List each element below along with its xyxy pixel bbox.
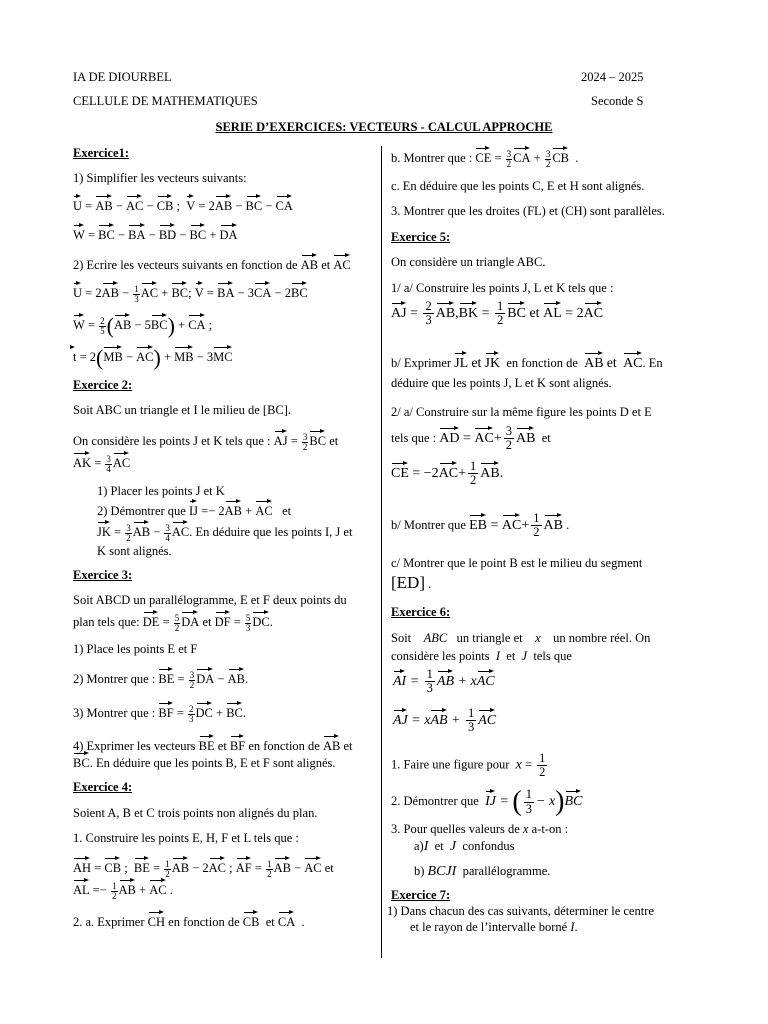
- exercise-1-q2-text: 2) Ecrire les vecteurs suivants en fonction de: [73, 258, 298, 272]
- school-name: IA DE DIOURBEL: [73, 70, 172, 84]
- exercise-3-and: et: [202, 615, 212, 629]
- exercise-3-q4b: en fonction de: [248, 739, 320, 753]
- exercise-2-item2-et: et: [282, 504, 292, 518]
- exercise-2-item1: 1) Placer les points J et K: [97, 484, 225, 498]
- column-divider: [381, 146, 382, 958]
- exercise-5-q1: 1/ a/ Construire les points J, L et K tels que :: [391, 281, 614, 295]
- exercise-3-q4c: et: [343, 739, 353, 753]
- exercise-7-item1a: 1) Dans chacun des cas suivants, déterminer le centre: [387, 904, 654, 918]
- exercise-6-heading: Exercice 6:: [391, 605, 451, 619]
- exercise-4-q2a-text: 2. a. Exprimer: [73, 915, 145, 929]
- exercise-2-intro: Soit ABC un triangle et I le milieu de [BC].: [73, 403, 292, 417]
- exercise-4-q2a: 2. a. Exprimer CH en fonction de CB et CA .: [73, 910, 305, 931]
- exercise-1-q1: 1) Simplifier les vecteurs suivants:: [73, 171, 247, 185]
- exercise-5-b2: déduire que les points J, L et K sont alignés.: [391, 376, 612, 390]
- exercise-5-c2-text: [ED]: [391, 573, 425, 592]
- exercise-2-points-text: On considère les points J et K tels que :: [73, 434, 271, 448]
- exercise-5-c1: c/ Montrer que le point B est le milieu du segment: [391, 556, 643, 570]
- exercise-2-item2-end: . En déduire que les points I, J et: [189, 525, 353, 539]
- exercise-3-intro2: plan tels que: DE = $\frac{5}{2}$ DA et DF = $\frac{5}{3}$ DC.: [73, 610, 273, 633]
- page-title: SERIE D’EXERCICES: VECTEURS - CALCUL APPROCHE: [215, 120, 553, 134]
- exercise-4-b: b. Montrer que : CE = $\frac{3}{2}$ CA + $\frac{3}{2}$ CB .: [391, 146, 578, 169]
- exercise-3-q4: 4) Exprimer les vecteurs BE et BF en fonction de AB et: [73, 734, 353, 755]
- exercise-5-bb-text: b/ Montrer que: [391, 517, 466, 532]
- exercise-3-intro1: Soit ABCD un parallélogramme, E et F deux points du: [73, 593, 347, 607]
- exercise-5-c2: [ED] .: [391, 573, 432, 592]
- exercise-6-l2b: et: [506, 649, 516, 663]
- exercise-6-l1b: un triangle et: [456, 631, 523, 645]
- exercise-4-intro: Soient A, B et C trois points non alignés du plan.: [73, 806, 318, 820]
- exercise-2-item2: 2) Démontrer que IJ =− 2AB + AC et: [97, 499, 291, 520]
- exercise-5-b-et: et: [471, 356, 482, 371]
- exercise-6-l1a: Soit: [391, 631, 412, 645]
- exercise-1-expr-w2: W = $\frac{2}{5}$ (AB − 5BC) + CA ;: [73, 313, 213, 339]
- exercise-5-b-end: . En: [642, 356, 663, 370]
- exercise-2-heading: Exercice 2:: [73, 378, 133, 392]
- exercise-3-q1: 1) Place les points E et F: [73, 642, 198, 656]
- exercise-1-heading: Exercice1:: [73, 146, 129, 160]
- exercise-4-q1: 1. Construire les points E, H, F et L tels que :: [73, 831, 299, 845]
- exercise-1-q2-and: et: [321, 258, 331, 272]
- exercise-6-qb-label: b): [414, 864, 425, 878]
- exercise-3-q2: 2) Montrer que : BE = $\frac{3}{2}$ DA − AB.: [73, 667, 248, 690]
- exercise-2-ak: AK = $\frac{3}{4}$ AC: [73, 451, 130, 474]
- exercise-6-q3b: a-t-on :: [531, 822, 569, 836]
- exercise-6-qb: b) BCJI parallélogramme.: [414, 864, 551, 879]
- exercise-4-heading: Exercice 4:: [73, 780, 133, 794]
- exercise-6-ai: AI = $\frac{1}{3}$ AB + xAC: [393, 667, 495, 696]
- exercise-2-item2-last: K sont alignés.: [97, 544, 172, 558]
- exercise-2-and: et: [329, 434, 339, 448]
- exercise-6-q3-text: 3. Pour quelles valeurs de: [391, 822, 520, 836]
- exercise-3-q3-text: 3) Montrer que :: [73, 706, 156, 720]
- exercise-3-heading: Exercice 3:: [73, 568, 133, 582]
- exercise-6-q1-text: 1. Faire une figure pour: [391, 757, 510, 772]
- exercise-4-q3: 3. Montrer que les droites (FL) et (CH) sont parallèles.: [391, 204, 665, 218]
- exercise-6-q2-text: 2. Démontrer que: [391, 794, 479, 809]
- exercise-5-ce: CE = −2AC+ $\frac{1}{2}$ AB.: [391, 459, 504, 488]
- exercise-6-l2c: tels que: [533, 649, 572, 663]
- exercise-5-intro: On considère un triangle ABC.: [391, 255, 546, 269]
- exercise-4-q2b: en fonction de: [168, 915, 240, 929]
- exercise-3-q3: 3) Montrer que : BF = $\frac{2}{3}$ DC + BC.: [73, 701, 246, 724]
- exercise-2-points: On considère les points J et K tels que : AJ = $\frac{3}{2}$ BC et: [73, 429, 338, 452]
- exercise-6-qa-label: a): [414, 839, 424, 853]
- exercise-7-item1b: et le rayon de l’intervalle borné I.: [410, 920, 578, 934]
- exercise-1-expr-w: W = BC − BA − BD − BC + DA: [73, 223, 238, 244]
- exercise-5-ad: tels que : AD = AC+ $\frac{3}{2}$ AB et: [391, 424, 551, 453]
- exercise-6-l2a: considère les points: [391, 649, 490, 663]
- exercise-6-q1: 1. Faire une figure pour x = $\frac{1}{2}$: [391, 751, 546, 780]
- exercise-5-b-fn: en fonction de: [506, 356, 578, 370]
- exercise-5-heading: Exercice 5:: [391, 230, 451, 244]
- department-name: CELLULE DE MATHEMATIQUES: [73, 94, 258, 108]
- exercise-1-expr-u2-v2: U = 2AB − $\frac{1}{3}$ AC + BC; V = BA − 3CA − 2BC: [73, 281, 308, 304]
- class-level: Seconde S: [591, 94, 644, 108]
- exercise-4-c: c. En déduire que les points C, E et H sont alignés.: [391, 179, 645, 193]
- exercise-3-q4d: . En déduire que les points B, E et F sont alignés.: [89, 756, 336, 770]
- exercise-5-b1: b/ Exprimer JL et JK en fonction de AB et AC. En: [391, 351, 663, 373]
- exercise-4-b-text: b. Montrer que :: [391, 151, 473, 165]
- exercise-7-heading: Exercice 7:: [391, 888, 451, 902]
- exercise-2-item2-jk: JK = $\frac{3}{2}$ AB − $\frac{3}{4}$ AC. En déduire que les points I, J et: [97, 520, 352, 543]
- exercise-3-q4-cont: BC. En déduire que les points B, E et F sont alignés.: [73, 751, 336, 772]
- exercise-6-l1c: un nombre réel. On: [553, 631, 651, 645]
- exercise-7-item1b-text: et le rayon de l’intervalle borné: [410, 920, 568, 934]
- exercise-4-points: AH = CB ; BE = $\frac{1}{2}$ AB − 2AC ; AF = $\frac{1}{2}$ AB − AC et: [73, 856, 334, 879]
- exercise-6-aj: AJ = xAB + $\frac{1}{3}$ AC: [393, 706, 497, 735]
- exercise-5-points: AJ = $\frac{2}{3}$ AB,BK = $\frac{1}{2}$ BC et AL = 2AC: [391, 299, 604, 328]
- exercise-5-q2: 2/ a/ Construire sur la même figure les points D et E: [391, 405, 652, 419]
- exercise-1-expr-u-v: U = AB − AC − CB ; V = 2AB − BC − CA: [73, 194, 293, 215]
- exercise-3-q2-text: 2) Montrer que :: [73, 672, 156, 686]
- exercise-5-et: et: [529, 305, 540, 321]
- exercise-6-qa-end: confondus: [462, 839, 515, 853]
- exercise-1-q2: 2) Ecrire les vecteurs suivants en fonction de AB et AC: [73, 253, 351, 274]
- school-year: 2024 – 2025: [581, 70, 644, 84]
- exercise-6-l1: Soit ABC un triangle et x un nombre réel. On: [391, 631, 651, 645]
- exercise-6-qb-end: parallélogramme.: [462, 864, 551, 878]
- exercise-3-q4a: 4) Exprimer les vecteurs: [73, 739, 196, 753]
- exercise-6-q3: 3. Pour quelles valeurs de x a-t-on :: [391, 822, 569, 836]
- exercise-6-qa-et: et: [434, 839, 444, 853]
- exercise-4-et: et: [324, 861, 334, 875]
- exercise-6-q2: 2. Démontrer que IJ = ( $\frac{1}{3}$ − x)BC: [391, 786, 583, 817]
- exercise-4-al: AL =− $\frac{1}{2}$ AB + AC .: [73, 878, 173, 901]
- exercise-5-bb: b/ Montrer que EB = AC+ $\frac{1}{2}$ AB .: [391, 511, 570, 540]
- exercise-5-q2b: tels que :: [391, 430, 437, 445]
- exercise-2-item2-text: 2) Démontrer que: [97, 504, 186, 518]
- exercise-1-expr-t: t = 2(MB − AC) + MB − 3MC: [73, 345, 233, 371]
- exercise-4-q2c: et: [265, 915, 275, 929]
- exercise-5-b1-text: b/ Exprimer: [391, 356, 452, 370]
- exercise-3-intro2-text: plan tels que:: [73, 615, 140, 629]
- exercise-6-qa: a)I et J confondus: [414, 839, 515, 854]
- exercise-6-l2: considère les points I et J tels que: [391, 649, 572, 663]
